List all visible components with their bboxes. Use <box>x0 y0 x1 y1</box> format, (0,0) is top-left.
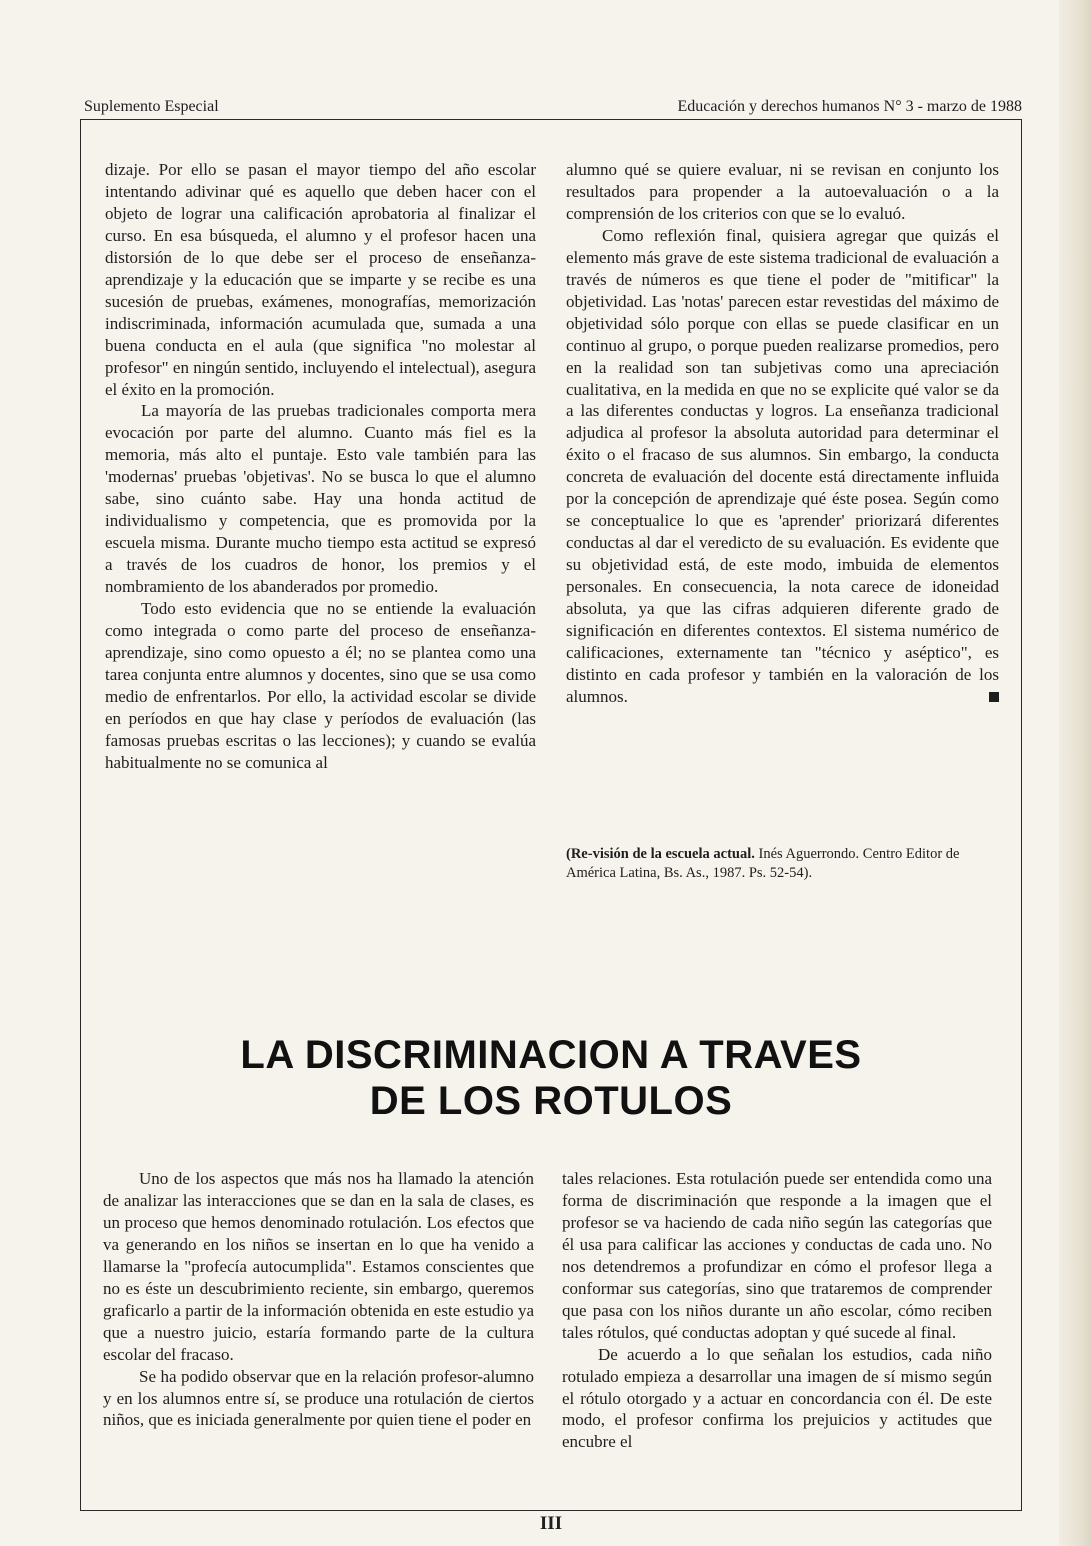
article-title <box>80 1032 1022 1124</box>
paragraph: tales relaciones. Esta rotulación puede ser entendida como una forma de discriminación que responde a la imagen que el profesor se va haciendo de cada niño según las categorías que él usa para calificar las acciones y conductas de cada uno. No nos detendremos a profundizar en cómo el profesor llega a conformar sus categorías, sino que trataremos de comprender que pasa con los niños durante un año escolar, cómo reciben tales rótulos, qué conductas adoptan y qué sucede al final. <box>562 1169 992 1342</box>
article-column-left <box>103 1168 534 1431</box>
header-left: Suplemento Especial <box>84 98 219 115</box>
top-column-right <box>566 159 999 708</box>
paragraph: Todo esto evidencia que no se entiende la evaluación como integrada o como parte del proceso de enseñanza-aprendizaje, sino como opuesto a él; no se plantea como una tarea conjunta entre alumnos y docentes, sino que se usa como medio de enfrentarlos. Por ello, la actividad escolar se divide en períodos en que hay clase y períodos de evaluación (las famosas pruebas escritas o las lecciones); y cuando se evalúa habitualmente no se comunica al <box>105 599 536 772</box>
page-number: III <box>539 1513 563 1534</box>
source-citation <box>566 845 999 883</box>
paragraph: alumno qué se quiere evaluar, ni se revisan en conjunto los resultados para propender a la autoevaluación o a la comprensión de los criterios con que se lo evaluó. <box>566 160 999 223</box>
paragraph: De acuerdo a lo que señalan los estudios, cada niño rotulado empieza a desarrollar una imagen de sí mismo según el rótulo otorgado y a actuar en concordancia con él. De este modo, el profesor confirma los prejuicios y actitudes que encubre el <box>562 1344 992 1452</box>
paragraph: Se ha podido observar que en la relación profesor-alumno y en los alumnos entre sí, se produce una rotulación de ciertos niños, que es iniciada generalmente por quien tiene el poder en <box>103 1366 534 1430</box>
article-title-line-1: LA DISCRIMINACION A TRAVES <box>240 1033 862 1077</box>
citation-title: (Re-visión de la escuela actual. <box>566 846 755 862</box>
page-edge-shadow <box>1059 0 1091 1546</box>
paragraph-with-end-mark <box>566 225 999 708</box>
top-column-left <box>105 159 536 774</box>
article-title-line-2: DE LOS ROTULOS <box>369 1079 733 1123</box>
header-right: Educación y derechos humanos N° 3 - marzo de 1988 <box>677 98 1022 115</box>
citation-details: Inés Aguerrondo. Centro Editor de América Latina, Bs. As., 1987. Ps. 52-54). <box>566 846 960 881</box>
paragraph: dizaje. Por ello se pasan el mayor tiempo del año escolar intentando adivinar qué es aquello que deben hacer con el objeto de lograr una calificación aprobatoria al finalizar el curso. En esa búsqueda, el alumno y el profesor hacen una distorsión de lo que debe ser el proceso de enseñanza-aprendizaje y la educación que se imparte y se recibe es una sucesión de pruebas, exámenes, monografías, memorización indiscriminada, información acumulada que, sumada a una buena conducta en el aula (que significa "no molestar al profesor" en ningún sentido, incluyendo el intelectual), asegura el éxito en la promoción. <box>105 160 536 399</box>
paragraph: Como reflexión final, quisiera agregar que quizás el elemento más grave de este sistema tradicional de evaluación a través de números es que tiene el poder de "mitificar" la objetividad. Las 'notas' parecen estar revestidas del máximo de objetividad sólo porque con ellas se puede clasificar en un continuo al grupo, o porque pueden realizarse promedios, pero en la realidad son tan subjetivas como una apreciación cualitativa, en la medida en que no se explicite qué valor se da a las diferentes conductas y logros. La enseñanza tradicional adjudica al profesor la absoluta autoridad para determinar el éxito o el fracaso de sus alumnos. Sin embargo, la conducta concreta de evaluación del docente está directamente influida por la concepción de aprendizaje qué éste posea. Según como se conceptualice lo que es 'aprender' priorizará diferentes conductas al dar el veredicto de su evaluación. Es evidente que su objetividad está, de este modo, imbuida de elementos personales. En consecuencia, la nota carece de idoneidad absoluta, ya que las cifras adquieren diferente grado de significación en diferentes contextos. El sistema numérico de calificaciones, externamente tan "técnico y aséptico", es distinto en cada profesor y también en la valoración de los alumnos. <box>566 225 999 706</box>
running-header <box>84 95 1022 119</box>
paragraph: La mayoría de las pruebas tradicionales comporta mera evocación por parte del alumno. Cuanto más fiel es la memoria, más alto el puntaje. Esto vale también para las 'modernas' pruebas 'objetivas'. No se busca lo que el alumno sabe, sino cuánto sabe. Hay una honda actitud de individualismo y competencia, que es promovida por la escuela misma. Durante mucho tiempo esta actitud se expresó a través de los cuadros de honor, los premios y el nombramiento de los abanderados por promedio. <box>105 401 536 597</box>
end-of-article-mark <box>989 692 999 702</box>
article-column-right <box>562 1168 992 1453</box>
paragraph: Uno de los aspectos que más nos ha llamado la atención de analizar las interacciones que se dan en la sala de clases, es un proceso que hemos denominado rotulación. Los efectos que va generando en los niños se insertan en lo que ha venido a llamarse la "profecía autocumplida". Estamos conscientes que no es éste un descubrimiento reciente, sin embargo, queremos graficarlo a partir de la información obtenida en este estudio ya que a nuestro juicio, estaría formando parte de la cultura escolar del fracaso. <box>103 1169 534 1364</box>
